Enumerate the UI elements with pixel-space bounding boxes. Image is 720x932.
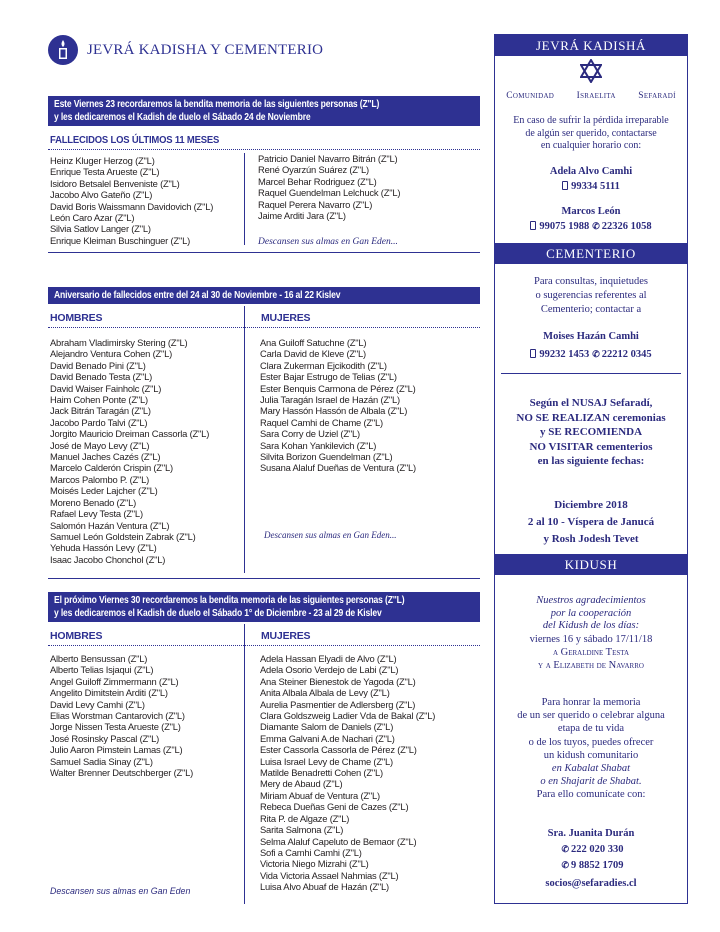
cementerio-text [495, 275, 687, 317]
section2-closing: Descansen sus almas en Gan Eden... [264, 530, 397, 540]
telephone-icon: ✆ [592, 349, 600, 359]
list-item: Sarita Salmona (Z"L) [260, 824, 344, 836]
list-item: Miriam Abuaf de Ventura (Z"L) [260, 789, 380, 801]
list-item: Ester Benquis Carmona de Pérez (Z"L) [260, 382, 416, 394]
sidebar-kidush-title: KIDUSH [495, 554, 687, 575]
section3-banner-line2: y les dedicaremos el Kadish de duelo el Sábado 1° de Diciembre - 23 al 29 de Kislev [54, 608, 382, 619]
list-item: Jorge Nissen Testa Arueste (Z"L) [50, 721, 181, 733]
kidush-phone-row [495, 843, 687, 856]
list-item: Rebeca Dueñas Geni de Cazes (Z"L) [260, 801, 409, 813]
cementerio-line: Cementerio; contactar a [540, 304, 642, 315]
comunidad-word1: Comunidad [506, 91, 555, 101]
nusaj-line: NO VISITAR cementerios [529, 440, 653, 453]
list-item: León Caro Azar (Z"L) [50, 212, 135, 224]
page-title: JEVRÁ KADISHA Y CEMENTERIO [87, 41, 324, 58]
intro-line: de algún ser querido, contactarse [525, 127, 657, 139]
list-item: Angel Guiloff Zimmermann (Z"L) [50, 675, 179, 687]
list-item: Enrique Kleiman Buschinguer (Z"L) [50, 234, 191, 246]
list-item: Jorgito Mauricio Dreiman Cassorla (Z"L) [50, 428, 210, 440]
star-of-david-icon [580, 59, 602, 83]
list-item: Abraham Vladimirsky Stering (Z"L) [50, 337, 188, 348]
candle-icon [48, 35, 78, 65]
section2-banner-line1: Aniversario de fallecidos entre del 24 al 30 de Noviembre - 16 al 22 Kislev [54, 290, 341, 301]
list-item: Raquel Perera Navarro (Z"L) [258, 198, 373, 210]
section1-list-col2 [258, 153, 400, 221]
list-item: Jack Bitrán Taragán (Z"L) [50, 405, 151, 417]
kidush-days: viernes 16 y sábado 17/11/18 [529, 634, 653, 645]
nusaj-line: NO SE REALIZAN ceremonias [516, 411, 666, 424]
list-item: Manuel Jaches Cazés (Z"L) [50, 451, 161, 463]
section1-divider [48, 149, 480, 150]
section1-subtitle: FALLECIDOS LOS ÚLTIMOS 11 MESES [50, 134, 220, 146]
section1-column-divider [244, 153, 245, 245]
list-item: Adela Osorio Verdejo de Labi (Z"L) [260, 664, 399, 676]
sidebar-box [494, 34, 688, 904]
section1-banner-line1: Este Viernes 23 recordaremos la bendita memoria de las siguientes personas (Z"L) [54, 99, 380, 110]
nusaj-date-line2: y Rosh Jodesh Tevet [543, 533, 639, 545]
nusaj-date-title: Diciembre 2018 [554, 499, 628, 511]
list-item: David Benado Testa (Z"L) [50, 371, 153, 383]
kidush-mobile[interactable]: 9 8852 1709 [571, 860, 624, 871]
section3-mujeres-label: MUJERES [261, 630, 311, 642]
contact1-phone-row [495, 180, 687, 193]
section3-divider [48, 645, 480, 646]
list-item: Anita Albala Albala de Levy (Z"L) [260, 687, 390, 699]
list-item: Elias Worstman Cantarovich (Z"L) [50, 710, 185, 722]
list-item: Clara Goldszweig Ladier Vda de Bakal (Z"L) [260, 710, 436, 722]
contact2-phone-row [495, 220, 687, 233]
list-item: Moisés Leder Lajcher (Z"L) [50, 485, 158, 497]
intro-line: En caso de sufrir la pérdida irreparable [513, 115, 669, 126]
list-item: David Benado Pini (Z"L) [50, 359, 146, 371]
mobile-phone-icon [530, 349, 536, 358]
kidush-thanks [495, 595, 687, 633]
section3-hombres-label: HOMBRES [50, 630, 103, 642]
list-item: Silvia Satlov Langer (Z"L) [50, 223, 151, 235]
section1-bottom-rule [48, 252, 480, 253]
section2-hombres-label: HOMBRES [50, 312, 103, 324]
list-item: Selma Alaluf Capeluto de Bemaor (Z"L) [260, 835, 417, 847]
nusaj-dates [495, 497, 687, 548]
list-item: Haim Cohen Ponte (Z"L) [50, 394, 148, 406]
list-item: Samuel Sadia Sinay (Z"L) [50, 755, 153, 767]
list-item: Ana Steiner Bienestok de Yagoda (Z"L) [260, 675, 416, 687]
mobile-phone-icon [530, 221, 536, 230]
section2-column-divider [244, 306, 245, 573]
list-item: Jacobo Pardo Talvi (Z"L) [50, 416, 148, 428]
contact1-name: Adela Alvo Camhi [549, 166, 633, 177]
cementerio-phone-row [495, 348, 687, 361]
cementerio-line: o sugerencias referentes al [535, 290, 647, 301]
mobile-phone-icon [562, 181, 568, 190]
kidush-contact-name: Sra. Juanita Durán [547, 828, 635, 839]
section2-banner [48, 287, 480, 304]
list-item: Angelito Dimitstein Arditi (Z"L) [50, 687, 168, 699]
honor-line: Para ello comunícate con: [536, 789, 646, 801]
list-item: Alberto Telias Isjaqui (Z"L) [50, 664, 154, 676]
list-item: Raquel Camhi de Chame (Z"L) [260, 416, 383, 428]
cementerio-contact-name: Moises Hazán Camhi [543, 331, 639, 342]
list-item: Sara Corry de Uziel (Z"L) [260, 428, 360, 440]
kidush-honor [495, 696, 687, 802]
list-item: David Waiser Fainholc (Z"L) [50, 382, 162, 394]
list-item: René Oyarzún Suárez (Z"L) [258, 164, 369, 176]
list-item: Jacobo Alvo Gateño (Z"L) [50, 189, 153, 201]
section2-hombres-list [50, 337, 209, 565]
section1-banner-line2: y les dedicaremos el Kadish de duelo el Sábado 24 de Noviembre [54, 112, 311, 123]
nusaj-line: Según el NUSAJ Sefaradí, [529, 397, 653, 409]
list-item: Julio Aaron Pimstein Lamas (Z"L) [50, 744, 183, 756]
kidush-mobile-row [495, 859, 687, 872]
nusaj-date-line1: 2 al 10 - Víspera de Janucá [527, 516, 655, 528]
list-item: José Rosinsky Pascal (Z"L) [50, 732, 160, 744]
section2-divider [48, 327, 480, 328]
kidush-email[interactable]: socios@sefaradies.cl [545, 878, 637, 889]
nusaj-line: en las siguiente fechas: [537, 455, 645, 467]
list-item: Walter Brenner Deutschberger (Z"L) [50, 767, 194, 779]
honor-line: o de los tuyos, puedes ofrecer [528, 736, 654, 748]
list-item: Silvita Borizon Guendelman (Z"L) [260, 451, 393, 463]
list-item: Jaime Arditi Jara (Z"L) [258, 210, 346, 222]
sidebar-cementerio-title: CEMENTERIO [495, 243, 687, 264]
list-item: Ester Bajar Estrugo de Telias (Z"L) [260, 371, 397, 383]
honor-line: de un ser querido o celebrar alguna [517, 710, 665, 722]
honor-line: Para honrar la memoria [541, 697, 641, 708]
contact2-phone[interactable]: 22326 1058 [601, 221, 652, 232]
kidush-thanks-line: por la cooperación [550, 607, 632, 619]
kidush-thanks-line: del Kidush de los días: [542, 620, 640, 631]
list-item: Moreno Benado (Z"L) [50, 496, 137, 508]
list-item: Rafael Levy Testa (Z"L) [50, 508, 143, 520]
list-item: Rita P. de Algaze (Z"L) [260, 812, 350, 824]
list-item: Raquel Guendelman Lelchuck (Z"L) [258, 187, 401, 199]
list-item: Sofi a Camhi Camhi (Z"L) [260, 846, 362, 858]
honor-line: o en Shajarit de Shabat. [540, 776, 642, 788]
kidush-thanks-line: Nuestros agradecimientos [536, 595, 646, 606]
section3-column-divider [244, 624, 245, 904]
section1-banner [48, 96, 480, 126]
list-item: David Levy Camhi (Z"L) [50, 698, 145, 710]
list-item: Carla David de Kleve (Z"L) [260, 348, 366, 360]
list-item: Victoria Niego Mizrahi (Z"L) [260, 858, 369, 870]
telephone-icon: ✆ [561, 860, 570, 870]
list-item: Clara Zukerman Ejcikodith (Z"L) [260, 359, 387, 371]
kidush-days-block [495, 633, 687, 672]
section3-hombres-list [50, 653, 193, 778]
sidebar-comunidad [495, 91, 687, 101]
list-item: Yehuda Hassón Levy (Z"L) [50, 542, 157, 554]
list-item: Isaac Jacobo Chonchol (Z"L) [50, 553, 166, 565]
list-item: Emma Galvani A.de Nachari (Z"L) [260, 732, 395, 744]
section3-banner [48, 592, 480, 622]
list-item: Marcos Palombo P. (Z"L) [50, 473, 150, 485]
list-item: Mery de Abaud (Z"L) [260, 778, 343, 790]
cementerio-line: Para consultas, inquietudes [533, 276, 649, 287]
telephone-icon: ✆ [592, 221, 600, 231]
kidush-to2: y a Elizabeth de Navarro [538, 660, 644, 671]
section2-bottom-rule [48, 578, 480, 579]
cementerio-mobile[interactable]: 99232 1453 [539, 349, 590, 360]
section3-closing: Descansen sus almas en Gan Eden [50, 886, 191, 896]
list-item: Vida Victoria Assael Nahmias (Z"L) [260, 869, 399, 881]
comunidad-word3: Sefaradí [638, 91, 676, 101]
honor-line: un kidush comunitario [543, 749, 639, 761]
list-item: Salomón Hazán Ventura (Z"L) [50, 519, 170, 531]
sidebar-separator [501, 373, 681, 374]
contact2-name: Marcos León [561, 206, 621, 217]
list-item: Mary Hassón Hassón de Albala (Z"L) [260, 405, 408, 417]
sidebar-jevra-title: JEVRÁ KADISHÁ [495, 35, 687, 56]
section2-mujeres-list [260, 337, 416, 474]
list-item: Julia Taragán Israel de Hazán (Z"L) [260, 394, 400, 406]
section1-closing: Descansen sus almas en Gan Eden... [258, 237, 398, 247]
telephone-icon: ✆ [561, 844, 570, 854]
comunidad-word2: Israelita [576, 91, 616, 101]
nusaj-line: y SE RECOMIENDA [539, 426, 643, 438]
list-item: Aurelia Pasmentier de Adlersberg (Z"L) [260, 698, 416, 710]
intro-line: en cualquier horario con: [540, 140, 642, 151]
list-item: Matilde Benadretti Cohen (Z"L) [260, 767, 383, 779]
kidush-phone[interactable]: 222 020 330 [571, 844, 624, 855]
nusaj-notice [495, 396, 687, 469]
cementerio-phone[interactable]: 22212 0345 [601, 349, 652, 360]
section2-mujeres-label: MUJERES [261, 312, 311, 324]
list-item: David Boris Waissmann Davidovich (Z"L) [50, 200, 214, 212]
list-item: Sara Kohan Yankilevich (Z"L) [260, 439, 377, 451]
list-item: Alejandro Ventura Cohen (Z"L) [50, 348, 173, 360]
sidebar-jevra-intro [495, 115, 687, 153]
honor-line: en Kabalat Shabat [551, 763, 631, 775]
list-item: Adela Hassan Elyadi de Alvo (Z"L) [260, 653, 397, 664]
list-item: Susana Alaluf Dueñas de Ventura (Z"L) [260, 462, 416, 474]
list-item: Luisa Israel Levy de Chame (Z"L) [260, 755, 393, 767]
list-item: Marcel Behar Rodriguez (Z"L) [258, 175, 377, 187]
kidush-to1: a Geraldine Testa [552, 647, 630, 658]
page-header [48, 34, 323, 66]
section3-banner-line1: El próximo Viernes 30 recordaremos la bendita memoria de las siguientes personas (Z"L) [54, 595, 405, 606]
list-item: Marcelo Calderón Crispin (Z"L) [50, 462, 173, 474]
contact1-mobile[interactable]: 99334 5111 [571, 181, 620, 192]
list-item: Ester Cassorla Cassorla de Pérez (Z"L) [260, 744, 417, 756]
contact2-mobile[interactable]: 99075 1988 [539, 221, 590, 232]
list-item: Isidoro Betsalel Benveniste (Z"L) [50, 177, 180, 189]
list-item: Alberto Bensussan (Z"L) [50, 653, 148, 664]
section3-mujeres-list [260, 653, 435, 893]
list-item: Diamante Salom de Daniels (Z"L) [260, 721, 394, 733]
list-item: Heinz Kluger Herzog (Z"L) [50, 155, 155, 166]
list-item: Ana Guiloff Satuchne (Z"L) [260, 337, 367, 348]
list-item: Luisa Alvo Abuaf de Hazán (Z"L) [260, 881, 389, 893]
list-item: José de Mayo Levy (Z"L) [50, 439, 150, 451]
list-item: Samuel León Goldstein Zabrak (Z"L) [50, 530, 196, 542]
list-item: Enrique Testa Arueste (Z"L) [50, 166, 160, 178]
honor-line: etapa de tu vida [557, 723, 625, 735]
list-item: Patricio Daniel Navarro Bitrán (Z"L) [258, 153, 398, 164]
section1-list-col1 [50, 155, 213, 246]
